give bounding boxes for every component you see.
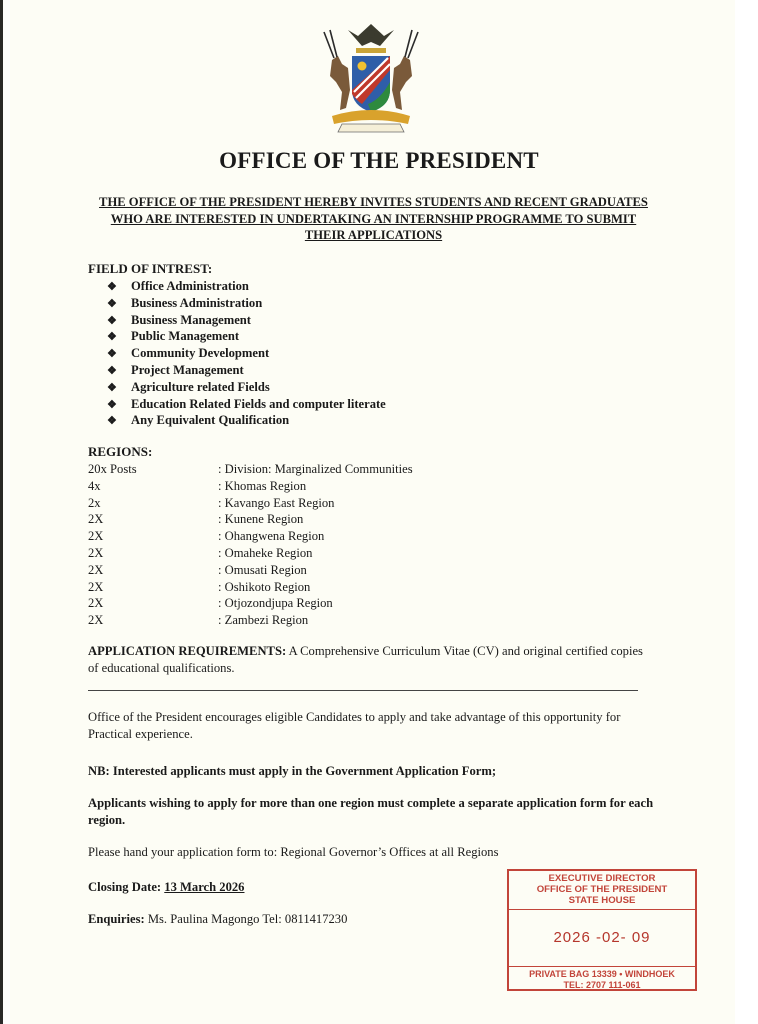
list-item: ❖ Community Development [107, 345, 386, 362]
divider [88, 690, 638, 691]
stamp-line: STATE HOUSE [568, 895, 636, 906]
diamond-bullet-icon: ❖ [107, 297, 117, 310]
regions-table [88, 461, 488, 629]
diamond-bullet-icon: ❖ [107, 281, 117, 293]
list-item: ❖ Agriculture related Fields [107, 379, 386, 396]
field-of-interest-list [107, 278, 386, 429]
list-item: ❖ Public Management [107, 328, 386, 345]
stamp-date: 2026 -02- 09 [553, 929, 651, 946]
diamond-bullet-icon: ❖ [107, 381, 117, 394]
coat-of-arms-emblem [318, 20, 424, 138]
closing-date: Closing Date: 13 March 2026 [88, 880, 245, 894]
table-row: 2X : Omusati Region [88, 562, 307, 577]
diamond-bullet-icon: ❖ [107, 364, 117, 377]
nb-notice: NB: Interested applicants must apply in the Government Application Form; [88, 764, 497, 778]
table-row: 2X : Kunene Region [88, 512, 304, 527]
enquiries: Enquiries: Ms. Paulina Magongo Tel: 0811417230 [88, 912, 348, 926]
field-of-interest-heading: FIELD OF INTREST: [88, 261, 213, 276]
diamond-bullet-icon: ❖ [107, 415, 117, 428]
document-title: OFFICE OF THE PRESIDENT [219, 148, 539, 173]
hand-in-instructions: Please hand your application form to: Regional Governor’s Offices at all Regions [88, 845, 499, 859]
document-subtitle: THE OFFICE OF THE PRESIDENT HEREBY INVITES STUDENTS AND RECENT GRADUATES WHO ARE INTERESTED IN UNDERTAKING AN INTERNSHIP PROGRAMME TO SUBMIT THEIR APPLICATIONS [99, 195, 648, 242]
diamond-bullet-icon: ❖ [107, 398, 117, 411]
stamp-line: OFFICE OF THE PRESIDENT [536, 884, 668, 895]
stamp-line: TEL: 2707 111-061 [563, 979, 641, 990]
regions-heading: REGIONS: [88, 444, 153, 459]
multi-region-notice: Applicants wishing to apply for more than one region must complete a separate application form for each region. [88, 796, 654, 827]
list-item: ❖ Office Administration [107, 278, 386, 295]
diamond-bullet-icon: ❖ [107, 314, 117, 327]
table-row: 2X : Otjozondjupa Region [88, 596, 333, 611]
table-row: 2x : Kavango East Region [88, 495, 335, 510]
list-item: ❖ Business Administration [107, 295, 386, 312]
encouragement-text: Office of the President encourages eligible Candidates to apply and take advantage of this opportunity for Practical experience. [88, 710, 621, 741]
stamp-line: PRIVATE BAG 13339 • WINDHOEK [529, 969, 675, 979]
diamond-bullet-icon: ❖ [107, 331, 117, 344]
table-row: 2X : Oshikoto Region [88, 579, 311, 594]
stamp-line: EXECUTIVE DIRECTOR [548, 873, 656, 884]
table-row: 2X : Zambezi Region [88, 613, 309, 628]
table-row: 4x : Khomas Region [88, 478, 307, 493]
application-requirements: APPLICATION REQUIREMENTS: A Comprehensive Curriculum Vitae (CV) and original certified copies of educational qualifications. [88, 644, 643, 675]
list-item: ❖ Any Equivalent Qualification [107, 412, 386, 429]
diamond-bullet-icon: ❖ [107, 348, 117, 361]
table-row: 20x Posts : Division: Marginalized Communities [88, 462, 413, 476]
table-row: 2X : Ohangwena Region [88, 529, 325, 544]
list-item: ❖ Education Related Fields and computer literate [107, 396, 386, 413]
official-stamp [507, 869, 697, 991]
list-item: ❖ Business Management [107, 312, 386, 329]
list-item: ❖ Project Management [107, 362, 386, 379]
table-row: 2X : Omaheke Region [88, 545, 313, 560]
